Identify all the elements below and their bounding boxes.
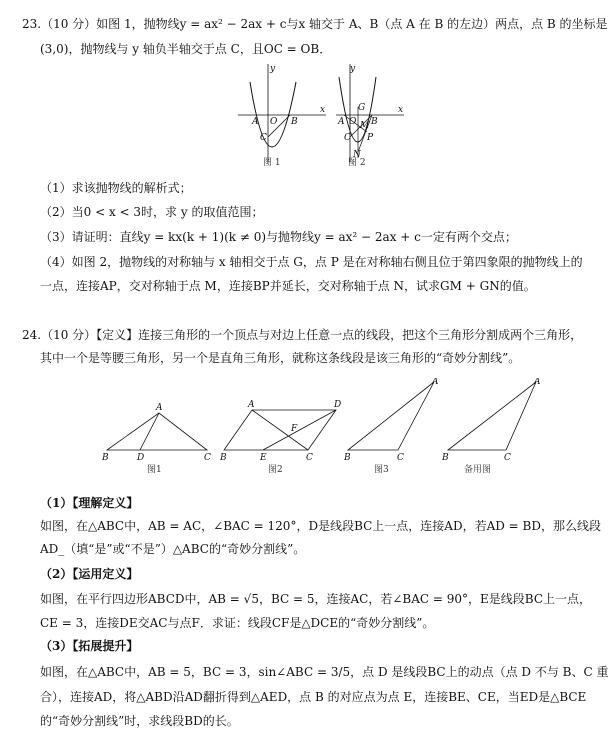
q24-fig3-label-c: C [397, 453, 404, 463]
q24-line-2: 其中一个是等腰三角形，另一个是直角三角形，就称这条线段是该三角形的“奇妙分割线”。 [40, 351, 521, 365]
q24-part1-line-1: 如图，在△ABC中，AB = AC，∠BAC = 120°，D是线段BC上一点，连接AD，若AD = BD，那么线段 [40, 519, 601, 533]
q24-backup-label-c: C [504, 453, 511, 463]
q23-part-4: （4）如图 2，抛物线的对称轴与 x 轴相交于点 G，点 P 是在对称轴右侧且位于第四象限的抛物线上的 [40, 255, 583, 269]
q23-line-1: 23.（10 分）如图 1，抛物线y = ax² − 2ax + c与x 轴交于 A、B（点 A 在 B 的左边）两点，点 B 的坐标是 [22, 17, 608, 31]
fig2-label-b: B [371, 117, 378, 127]
q24-fig1-label-b: B [102, 453, 109, 463]
q24-figure-1 [100, 398, 215, 478]
q24-fig3-label-a: A [432, 378, 439, 387]
q24-part1-title: （1）【理解定义】 [40, 496, 139, 510]
q24-figure-2 [220, 398, 345, 478]
q24-part1-line-2: AD_（填“是”或“不是”）△ABC的“奇妙分割线”。 [40, 542, 306, 556]
fig2-label-n: N [353, 150, 361, 160]
fig2-label-y: y [350, 64, 356, 74]
q24-line-1: 24.（10 分）【定义】连接三角形的一个顶点与对边上任意一点的线段，把这个三角形分割成两个三角形， [22, 328, 583, 342]
q23-part-2: （2）当0 < x < 3时，求 y 的取值范围； [40, 205, 264, 219]
q24-fig1-label-a: A [156, 403, 163, 413]
fig2-label-x: x [398, 105, 404, 115]
q24-backup-label-a: A [534, 378, 541, 387]
q24-part3-line-2: 合），连接AD，将△ABD沿AD翻折得到△AED，点 B 的对应点为点 E，连接BE、CE，当ED是△BCE [40, 690, 587, 704]
q23-figure-1 [238, 62, 328, 172]
fig2-caption: 图 2 [348, 158, 366, 168]
q24-fig3-label-b: B [344, 453, 351, 463]
q24-fig1-label-c: C [204, 453, 211, 463]
q24-backup-label-b: B [442, 453, 449, 463]
fig2-label-p: P [367, 133, 374, 143]
q23-part-3: （3）请证明：直线y = kx(k + 1)(k ≠ 0)与抛物线y = ax² − 2ax + c一定有两个交点； [40, 230, 517, 244]
fig1-caption: 图 1 [263, 158, 281, 168]
q24-figure-3 [342, 378, 442, 478]
fig1-label-y: y [270, 64, 276, 74]
q24-fig1-label-d: D [137, 453, 145, 463]
q24-backup-caption: 备用图 [464, 465, 492, 475]
q24-fig2-label-c: C [306, 453, 313, 463]
q24-part3-title: （3）【拓展提升】 [40, 639, 139, 653]
fig1-label-b: B [291, 117, 298, 127]
q24-part2-title: （2）【运用定义】 [40, 567, 139, 581]
q24-fig2-caption: 图2 [268, 465, 283, 475]
q24-fig2-label-a: A [248, 400, 255, 410]
q24-part2-line-1: 如图，在平行四边形ABCD中，AB = √5，BC = 5，连接AC，若∠BAC = 90°，E是线段BC上一点， [40, 592, 592, 606]
q23-part-4-cont: 一点，连接AP，交对称轴于点 M，连接BP并延长，交对称轴于点 N，试求GM + GN的值。 [40, 279, 536, 293]
q24-fig2-label-e: E [260, 453, 267, 463]
q24-fig2-label-d: D [334, 400, 342, 410]
fig2-label-a: A [338, 117, 345, 127]
q23-part-1: （1）求该抛物线的解析式； [40, 181, 192, 195]
q24-part3-line-3: 的“奇妙分割线”时，求线段BD的长。 [40, 714, 239, 728]
q24-figure-backup [440, 378, 550, 478]
q24-part2-line-2: CE = 3，连接DE交AC与点F．求证：线段CF是△DCE的“奇妙分割线”。 [40, 616, 435, 630]
q24-fig2-label-b: B [220, 453, 227, 463]
fig1-label-c: C [260, 133, 267, 143]
fig2-label-m: M [360, 121, 370, 131]
fig1-label-a: A [252, 117, 259, 127]
fig1-label-o: O [270, 117, 278, 127]
q23-line-2: (3,0)，抛物线与 y 轴负半轴交于点 C，且OC = OB． [40, 42, 332, 56]
q24-fig2-label-f: F [291, 424, 298, 434]
fig1-label-x: x [320, 105, 326, 115]
q24-part3-line-1: 如图，在△ABC中，AB = 5，BC = 3，sin∠ABC = 3/5，点 D 是线段BC上的动点（点 D 不与 B、C 重 [40, 665, 609, 679]
q24-fig3-caption: 图3 [374, 465, 389, 475]
q23-figure-2 [336, 62, 406, 172]
fig2-label-o: O [349, 117, 357, 127]
fig2-label-c: C [344, 133, 351, 143]
fig2-label-g: G [358, 103, 366, 113]
q24-fig1-caption: 图1 [147, 465, 162, 475]
